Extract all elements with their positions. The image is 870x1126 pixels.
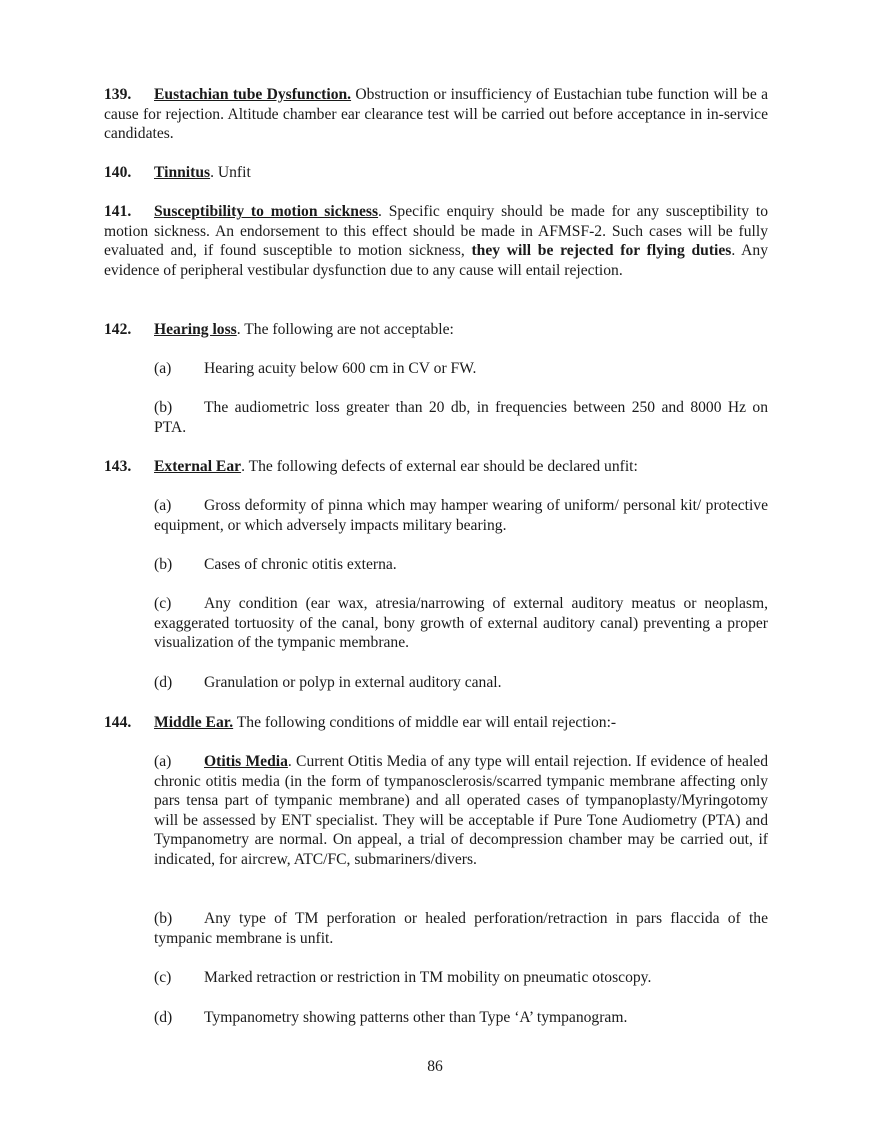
subitem-label: (c): [154, 595, 172, 612]
subitem-text: Tympanometry showing patterns other than Type ‘A’ tympanogram.: [204, 1009, 628, 1026]
paragraph-heading: Tinnitus: [154, 164, 211, 181]
subitem-label: (b): [154, 556, 173, 573]
subitem-text: Any condition (ear wax, atresia/narrowing of external auditory meatus or neoplasm, exaggerated tortuosity of the canal, bony growth of external auditory canal) preventing a proper visualization of the tympanic membrane.: [154, 595, 768, 651]
page-number: 86: [427, 1058, 443, 1075]
paragraph-142: [104, 320, 768, 340]
subitem-144-c: [154, 968, 768, 988]
subitem-text: Cases of chronic otitis externa.: [204, 556, 397, 573]
subitem-heading: Otitis Media: [204, 753, 288, 770]
subitem-143-c: [154, 594, 768, 653]
subitem-144-a: [154, 752, 768, 869]
subitem-label: (b): [154, 399, 173, 416]
subitem-text: The audiometric loss greater than 20 db, in frequencies between 250 and 8000 Hz on PTA.: [154, 399, 768, 436]
subitem-144-b: [154, 909, 768, 948]
paragraph-heading: Eustachian tube Dysfunction.: [154, 86, 352, 103]
paragraph-144: [104, 713, 768, 733]
paragraph-number: 142.: [104, 321, 132, 338]
paragraph-141: [104, 202, 768, 280]
subitem-text: Gross deformity of pinna which may hamper wearing of uniform/ personal kit/ protective equipment, or which adversely impacts military bearing.: [154, 497, 768, 534]
subitem-label: (b): [154, 910, 173, 927]
subitem-label: (a): [154, 753, 172, 770]
subitem-label: (a): [154, 360, 172, 377]
paragraph-number: 140.: [104, 164, 132, 181]
subitem-143-b: [154, 555, 768, 575]
paragraph-number: 144.: [104, 714, 132, 731]
paragraph-139: [104, 85, 768, 144]
paragraph-heading: External Ear: [154, 458, 242, 475]
paragraph-heading: Middle Ear.: [154, 714, 234, 731]
paragraph-text: . Any evidence of peripheral vestibular dysfunction due to any cause will entail rejection.: [104, 242, 768, 279]
paragraph-text: The following conditions of middle ear will entail rejection:-: [233, 714, 617, 731]
subitem-text: Any type of TM perforation or healed perforation/retraction in pars flaccida of the tympanic membrane is unfit.: [154, 910, 768, 947]
subitem-label: (a): [154, 497, 172, 514]
paragraph-text: . Unfit: [210, 164, 251, 181]
paragraph-text: . The following are not acceptable:: [236, 321, 454, 338]
subitem-label: (d): [154, 674, 173, 691]
subitem-144-d: [154, 1008, 768, 1028]
paragraph-text: . Specific enquiry should be made for any susceptibility to motion sickness. An endorsement to this effect should be made in AFMSF-2. Such cases will be fully evaluated and, if found susceptible to motion sickness,: [104, 203, 768, 259]
paragraph-text: . The following defects of external ear should be declared unfit:: [241, 458, 638, 475]
subitem-143-a: [154, 496, 768, 535]
paragraph-heading: Hearing loss: [154, 321, 237, 338]
paragraph-number: 141.: [104, 203, 132, 220]
paragraph-heading: Susceptibility to motion sickness: [154, 203, 379, 220]
subitem-142-a: [154, 359, 768, 379]
subitem-text: Marked retraction or restriction in TM mobility on pneumatic otoscopy.: [204, 969, 652, 986]
paragraph-text: Obstruction or insufficiency of Eustachian tube function will be a cause for rejection. Altitude chamber ear clearance test will be carried out before acceptance in in-service candidates.: [104, 86, 768, 142]
paragraph-bold-text: they will be rejected for flying duties: [471, 242, 732, 259]
subitem-label: (d): [154, 1009, 173, 1026]
subitem-142-b: [154, 398, 768, 437]
subitem-text: . Current Otitis Media of any type will entail rejection. If evidence of healed chronic otitis media (in the form of tympanosclerosis/scarred tympanic membrane affecting only pars tensa part of tympanic membrane) and all operated cases of tympanoplasty/Myringotomy will be assessed by ENT specialist. They will be acceptable if Pure Tone Audiometry (PTA) and Tympanometry are normal. On appeal, a trial of decompression chamber may be carried out, if indicated, for aircrew, ATC/FC, submariners/divers.: [154, 753, 768, 868]
subitem-text: Granulation or polyp in external auditory canal.: [204, 674, 502, 691]
paragraph-143: [104, 457, 768, 477]
paragraph-140: [104, 163, 768, 183]
paragraph-number: 143.: [104, 458, 132, 475]
subitem-label: (c): [154, 969, 172, 986]
subitem-text: Hearing acuity below 600 cm in CV or FW.: [204, 360, 477, 377]
subitem-143-d: [154, 673, 768, 693]
paragraph-number: 139.: [104, 86, 132, 103]
